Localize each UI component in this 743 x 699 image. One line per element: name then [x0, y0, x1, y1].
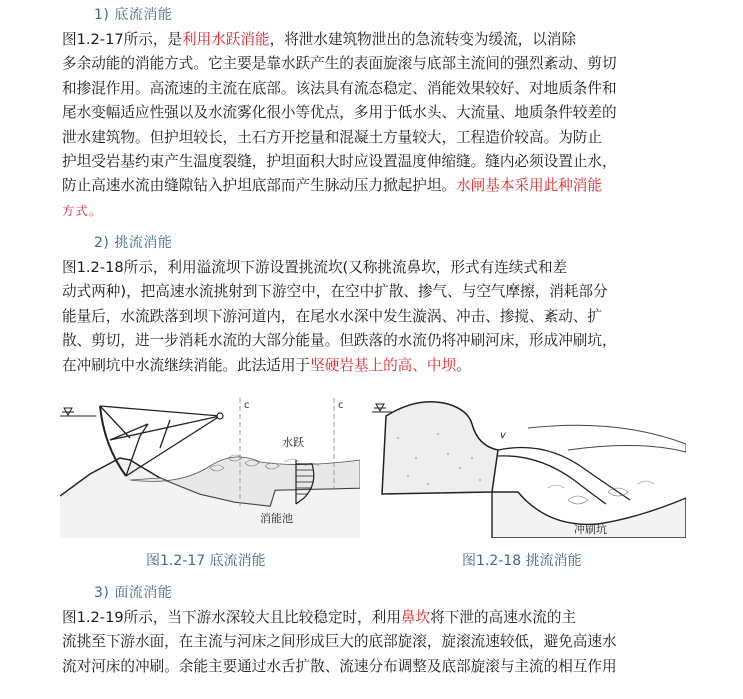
- text-run: 能量后，水流跌落到坝下游河道内，在尾水水深中发生漩涡、冲击、掺搅、紊动、扩: [62, 307, 602, 325]
- text-run: 。: [456, 356, 471, 374]
- text-run: 防止高速水流由缝隙钻入护坦底部而产生脉动压力掀起护坦。: [62, 177, 457, 195]
- text-line: [62, 52, 698, 76]
- highlighted-text: 鼻坎: [400, 609, 431, 626]
- text-line: [62, 199, 698, 223]
- section-heading-surface-flow: 3) 面流消能: [94, 585, 173, 601]
- text-line: [62, 126, 698, 150]
- text-run: 图1.2-18所示，利用溢流坝下游设置挑流坎(又称挑流鼻坎，形式有连续式和差: [62, 259, 568, 276]
- text-line: [62, 28, 698, 52]
- label-stilling-basin: 消能池: [260, 512, 293, 525]
- text-run: 流对河床的冲刷。余能主要通过水舌扩散、流速分布调整及底部旋滚与主流的相互作用: [62, 657, 617, 675]
- text-run: 和掺混作用。高流速的主流在底部。该法具有流态稳定、消能效果较好、对地质条件和: [62, 79, 617, 97]
- text-line: [62, 150, 698, 174]
- text-run: ，将泄水建筑物泄出的急流转变为缓流，以消除: [269, 31, 577, 48]
- highlighted-text: 水闸基本采用此种消能: [456, 177, 602, 195]
- text-line: [62, 77, 698, 101]
- paragraph-ski-jump: [62, 256, 698, 378]
- section-heading-underflow: 1) 底流消能: [94, 7, 173, 23]
- section-label-c1: c: [244, 400, 250, 411]
- text-run: 散、剪切，进一步消耗水流的大部分能量。但跌落的水流仍将冲刷河床，形成冲刷坑，: [62, 332, 617, 350]
- label-velocity: v: [500, 430, 506, 441]
- figure-caption-17: 图1.2-17 底流消能: [146, 553, 266, 569]
- text-run: 在冲刷坑中水流继续消能。此法适用于: [62, 356, 311, 374]
- text-run: 护坦受岩基约束产生温度裂缝，护坦面积大时应设置温度伸缩缝。缝内必须设置止水，: [62, 152, 617, 170]
- text-run: 流挑至下游水面，在主流与河床之间形成巨大的底部旋滚，旋滚流速较低，避免高速水: [62, 633, 617, 651]
- paragraph-surface-flow: [62, 606, 698, 679]
- text-run: 将下泄的高速水流的主: [430, 609, 577, 626]
- figure-ski-jump-diagram: [368, 388, 686, 538]
- highlighted-text: 坚硬岩基上的高、中坝: [310, 356, 457, 374]
- text-line: [62, 655, 698, 679]
- highlighted-text: 方式。: [62, 203, 103, 218]
- text-line: [62, 606, 698, 630]
- paragraph-underflow: [62, 28, 698, 223]
- text-line: [62, 630, 698, 654]
- downstream-surface: [528, 425, 686, 452]
- label-scour-pit: 冲刷坑: [574, 523, 607, 536]
- text-run: 图1.2-17所示，是: [62, 31, 183, 48]
- figure-underflow-diagram: [60, 388, 360, 538]
- text-run: 泄水建筑物。但护坦较长，土石方开挖量和混凝土方量较大，工程造价较高。为防止: [62, 128, 602, 146]
- highlighted-text: 利用水跃消能: [182, 31, 270, 48]
- figure-caption-18: 图1.2-18 挑流消能: [462, 553, 582, 569]
- section-label-c2: c: [338, 400, 344, 411]
- text-line: [62, 280, 698, 304]
- text-line: [62, 174, 698, 198]
- text-line: [62, 305, 698, 329]
- text-line: [62, 329, 698, 353]
- text-line: [62, 101, 698, 125]
- text-run: 尾水变幅适应性强以及水流雾化很小等优点，多用于低水头、大流量、地质条件较差的: [62, 104, 617, 122]
- text-run: 图1.2-19所示，当下游水深较大且比较稳定时，利用: [62, 609, 401, 626]
- gate-pivot: [217, 413, 223, 419]
- text-run: 动式两种)，把高速水流挑射到下游空中，在空中扩散、掺气、与空气摩擦，消耗部分: [62, 283, 608, 301]
- text-line: [62, 256, 698, 280]
- text-run: 多余动能的消能方式。它主要是靠水跃产生的表面旋滚与底部主流间的强烈紊动、剪切: [62, 55, 617, 73]
- section-heading-ski-jump: 2) 挑流消能: [94, 235, 173, 251]
- label-hydraulic-jump: 水跃: [282, 436, 304, 449]
- text-line: [62, 354, 698, 378]
